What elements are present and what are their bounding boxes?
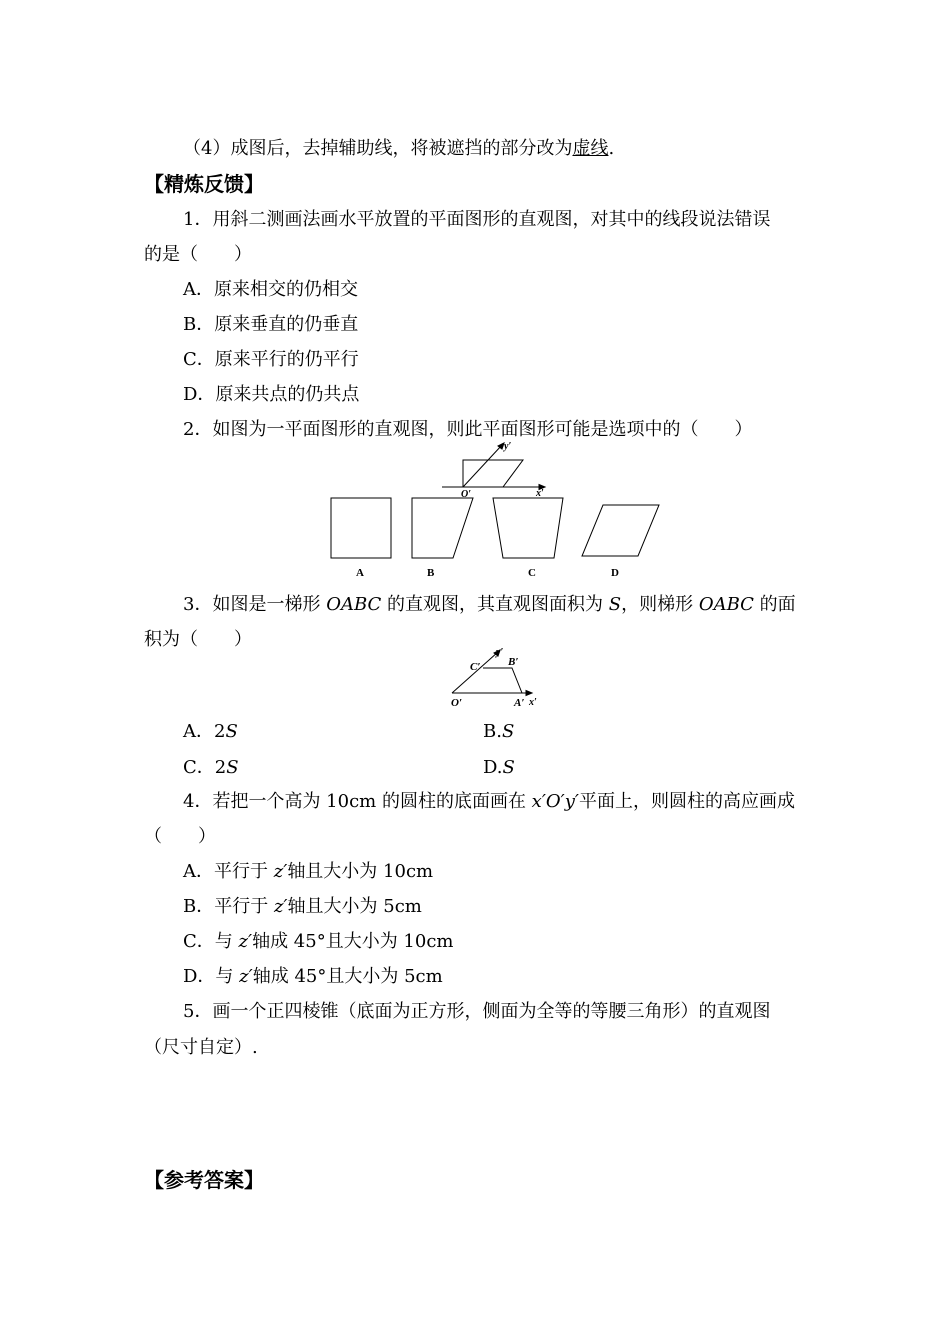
- q3-label-a: A′: [514, 697, 525, 709]
- step4-text: （4）成图后，去掉辅助线，将被遮挡的部分改为虚线.: [183, 138, 615, 159]
- q2-intuitive-view: [442, 443, 545, 490]
- q2-axis-x-label: x′: [536, 488, 544, 499]
- q2-origin-label: O′: [461, 489, 472, 500]
- q1-line2: 的是（ ）: [144, 244, 252, 265]
- q2-axis-y-label: y′: [504, 441, 512, 452]
- q3-label-y: y′: [496, 647, 504, 658]
- q3-line2: 积为（ ）: [144, 629, 252, 650]
- q1-line1: 1．用斜二测画法画水平放置的平面图形的直观图，对其中的线段说法错误: [183, 209, 771, 230]
- q2-figure: [320, 436, 670, 582]
- q2-text: 2．如图为一平面图形的直观图，则此平面图形可能是选项中的（ ）: [183, 419, 753, 440]
- q4-option-b: B．平行于 z′轴且大小为 5cm: [183, 896, 422, 917]
- q4-line2: （ ）: [144, 826, 216, 847]
- q1-option-d: D．原来共点的仍共点: [183, 384, 360, 405]
- choice-d-label: D: [611, 567, 619, 579]
- q5-line1: 5．画一个正四棱锥（底面为正方形，侧面为全等的等腰三角形）的直观图: [183, 1001, 771, 1022]
- q3-line1: 3．如图是一梯形 OABC 的直观图，其直观图面积为 S，则梯形 OABC 的面: [183, 594, 796, 615]
- underlined-term: 虚线: [572, 138, 609, 159]
- q3-label-o: O′: [451, 697, 463, 709]
- q4-option-d: D．与 z′轴成 45°且大小为 5cm: [183, 966, 443, 987]
- q1-option-c: C．原来平行的仍平行: [183, 349, 359, 370]
- q1-option-b: B．原来垂直的仍垂直: [183, 314, 359, 335]
- q3-label-x: x′: [529, 697, 537, 708]
- q4-option-a: A．平行于 z′轴且大小为 10cm: [183, 861, 434, 882]
- choice-a-label: A: [356, 567, 364, 579]
- choice-b-trapezoid: [412, 498, 473, 558]
- q3-option-a: A．2S: [183, 721, 238, 742]
- q3-label-b: B′: [508, 656, 519, 668]
- q3-option-d: D.S: [483, 757, 515, 778]
- q4-option-c: C．与 z′轴成 45°且大小为 10cm: [183, 931, 454, 952]
- section-answers-heading: 【参考答案】: [144, 1168, 264, 1192]
- q4-line1: 4．若把一个高为 10cm 的圆柱的底面画在 x′O′y′平面上，则圆柱的高应画成: [183, 791, 796, 812]
- choice-b-label: B: [427, 567, 435, 579]
- choice-c-trapezoid: [493, 498, 563, 558]
- q3-label-c: C′: [470, 661, 481, 673]
- section-practice-heading: 【精炼反馈】: [144, 172, 264, 196]
- q3-option-c: C．2S: [183, 757, 239, 778]
- choice-d-parallelogram: [582, 505, 659, 556]
- q5-line2: （尺寸自定）.: [144, 1037, 258, 1058]
- q1-option-a: A．原来相交的仍相交: [183, 279, 358, 300]
- q3-option-b: B.S: [483, 721, 515, 742]
- choice-a-square: [331, 498, 391, 558]
- q3-figure: [440, 646, 550, 712]
- choice-c-label: C: [528, 567, 536, 579]
